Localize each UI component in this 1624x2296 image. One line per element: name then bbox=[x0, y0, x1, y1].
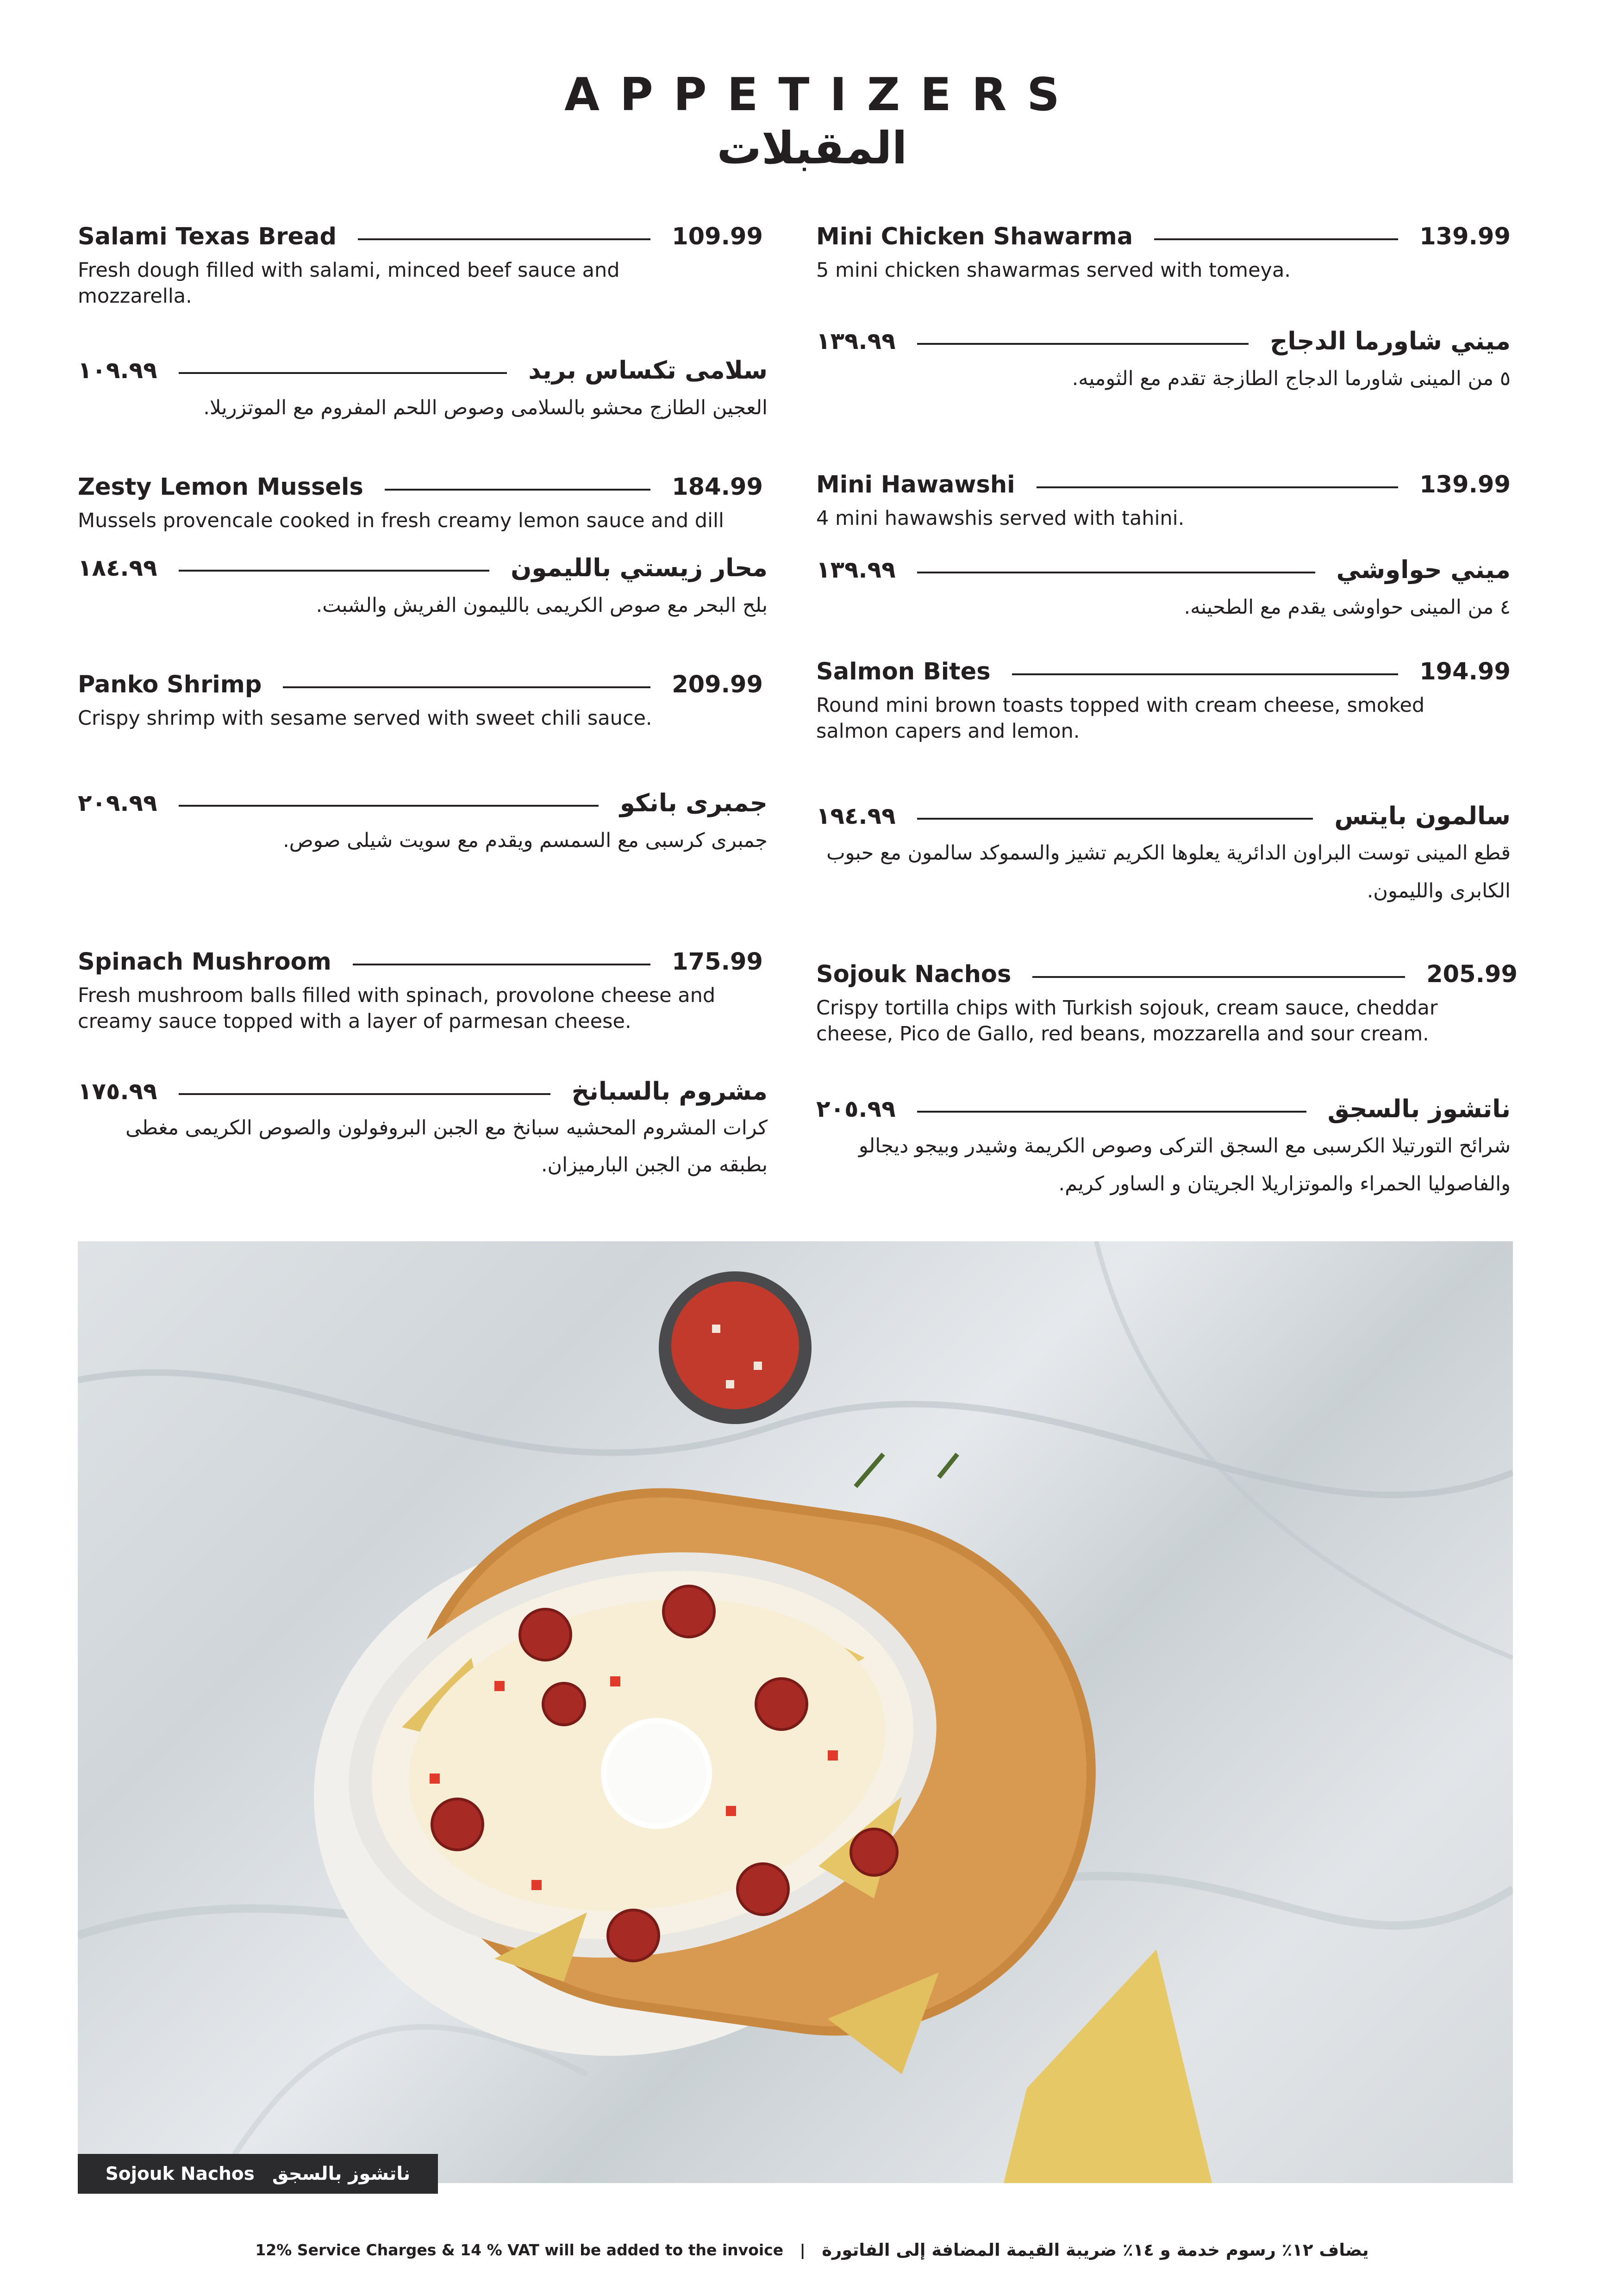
menu-item-salami-texas-bread bbox=[78, 220, 763, 309]
item-description: Round mini brown toasts topped with cream cheese, smoked salmon capers and lemon. bbox=[816, 694, 1425, 743]
item-description-arabic: جمبرى كرسبى مع السمسم ويقدم مع سويت شيلى صوص. bbox=[283, 829, 768, 852]
leader-line bbox=[917, 572, 1315, 573]
item-description-arabic: العجين الطازج محشو بالسلامى وصوص اللحم المفروم مع الموتزريلا. bbox=[203, 396, 768, 419]
item-price: 139.99 bbox=[1419, 223, 1511, 250]
menu-item-salmon-bites-arabic bbox=[816, 800, 1511, 910]
photo-caption-label: Sojouk Nachos bbox=[105, 2163, 255, 2184]
leader-line bbox=[179, 805, 599, 807]
leader-line bbox=[385, 489, 650, 491]
item-name-arabic: ميني حواوشي bbox=[1336, 555, 1511, 584]
item-name-arabic: محار زيستي بالليمون bbox=[511, 554, 768, 582]
item-price: 139.99 bbox=[1419, 471, 1511, 498]
menu-item-mini-chicken-shawarma-arabic bbox=[816, 325, 1511, 398]
leader-line bbox=[917, 818, 1313, 820]
item-name-arabic: سالمون بايتس bbox=[1334, 802, 1511, 830]
leader-line bbox=[179, 570, 490, 572]
menu-item-mini-hawawshi-arabic bbox=[816, 554, 1511, 627]
leader-line bbox=[1037, 486, 1399, 488]
leader-line bbox=[1032, 976, 1405, 978]
item-name-arabic: سلامى تكساس بريد bbox=[528, 356, 768, 385]
item-name-arabic: مشروم بالسبانخ bbox=[571, 1077, 768, 1106]
item-price: 209.99 bbox=[672, 671, 763, 698]
item-price: 184.99 bbox=[672, 473, 763, 501]
item-name: Mini Hawawshi bbox=[816, 471, 1015, 498]
item-description: 5 mini chicken shawarmas served with tomeya. bbox=[816, 259, 1291, 282]
leader-line bbox=[917, 1111, 1306, 1113]
menu-item-sojouk-nachos bbox=[816, 958, 1518, 1047]
item-name: Panko Shrimp bbox=[78, 671, 262, 698]
item-description-arabic: كرات المشروم المحشيه سبانخ مع الجبن البروفولون والصوص الكريمى مغطى بطبقه من الجبن البارميزان. bbox=[125, 1116, 768, 1176]
item-price-arabic: ٢٠٥.٩٩ bbox=[816, 1095, 896, 1122]
menu-item-sojouk-nachos-arabic bbox=[816, 1093, 1511, 1203]
leader-line bbox=[358, 238, 650, 240]
item-name: Spinach Mushroom bbox=[78, 948, 331, 976]
item-price-arabic: ١٨٤.٩٩ bbox=[78, 554, 157, 581]
item-description-arabic: قطع المينى توست البراون الدائرية يعلوها الكريم تشيز والسموكد سالمون مع حبوب الكابرى والليمون. bbox=[826, 841, 1511, 902]
photo-caption bbox=[78, 2154, 438, 2194]
item-price-arabic: ١٩٤.٩٩ bbox=[816, 803, 896, 829]
menu-item-salmon-bites bbox=[816, 655, 1511, 744]
item-price: 205.99 bbox=[1426, 960, 1518, 988]
item-price-arabic: ١٧٥.٩٩ bbox=[78, 1078, 157, 1105]
leader-line bbox=[283, 686, 650, 688]
item-name-arabic: جمبرى بانكو bbox=[619, 789, 768, 817]
item-name: Mini Chicken Shawarma bbox=[816, 223, 1133, 250]
menu-item-spinach-mushroom bbox=[78, 946, 763, 1034]
section-title: APPETIZERS bbox=[564, 68, 1080, 121]
sojouk-nachos-photo bbox=[78, 1241, 1513, 2183]
menu-item-mini-hawawshi bbox=[816, 468, 1511, 531]
menu-item-panko-shrimp-arabic bbox=[78, 787, 768, 860]
item-price-arabic: ١٣٩.٩٩ bbox=[816, 556, 896, 583]
service-charge-note-arabic: يضاف ١٢٪ رسوم خدمة و ١٤٪ ضريبة القيمة المضافة إلى الفاتورة bbox=[822, 2240, 1369, 2260]
menu-item-mini-chicken-shawarma bbox=[816, 220, 1511, 283]
menu-item-zesty-lemon-mussels-arabic bbox=[78, 552, 768, 625]
menu-item-salami-texas-bread-arabic bbox=[78, 354, 768, 427]
item-description-arabic: ٥ من المينى شاورما الدجاج الطازجة تقدم مع الثوميه. bbox=[1072, 367, 1511, 390]
item-name-arabic: ميني شاورما الدجاج bbox=[1270, 327, 1511, 355]
food-illustration bbox=[78, 1241, 1513, 2183]
item-description: Crispy shrimp with sesame served with sweet chili sauce. bbox=[78, 707, 652, 730]
item-name: Salmon Bites bbox=[816, 658, 991, 685]
service-charge-note: 12% Service Charges & 14 % VAT will be added to the invoice bbox=[255, 2241, 784, 2259]
item-price-arabic: ١٣٩.٩٩ bbox=[816, 328, 896, 355]
footer-note bbox=[0, 2240, 1624, 2260]
item-description: Fresh mushroom balls filled with spinach, provolone cheese and creamy sauce topped with a layer of parmesan cheese. bbox=[78, 984, 716, 1033]
item-name: Salami Texas Bread bbox=[78, 223, 337, 250]
menu-item-zesty-lemon-mussels bbox=[78, 471, 763, 534]
item-description-arabic: بلح البحر مع صوص الكريمى بالليمون الفريش والشبت. bbox=[316, 594, 768, 617]
item-description-arabic: شرائح التورتيلا الكرسبى مع السجق التركى وصوص الكريمة وشيدر وبيجو ديجالو والفاصوليا الحمراء والموتزاريلا الجريتان و الساور كريم. bbox=[858, 1134, 1511, 1195]
item-description: Crispy tortilla chips with Turkish sojouk, cream sauce, cheddar cheese, Pico de Gallo, red beans, mozzarella and sour cream. bbox=[816, 996, 1438, 1045]
item-price-arabic: ١٠٩.٩٩ bbox=[78, 357, 157, 384]
section-title-arabic: المقبلات bbox=[717, 122, 907, 174]
leader-line bbox=[1154, 238, 1398, 240]
item-name-arabic: ناتشوز بالسجق bbox=[1327, 1095, 1511, 1123]
item-description: Fresh dough filled with salami, minced beef sauce and mozzarella. bbox=[78, 259, 620, 308]
item-price-arabic: ٢٠٩.٩٩ bbox=[78, 790, 157, 816]
item-price: 109.99 bbox=[672, 223, 763, 250]
menu-item-spinach-mushroom-arabic bbox=[78, 1075, 768, 1183]
item-price: 194.99 bbox=[1419, 658, 1511, 685]
leader-line bbox=[179, 372, 507, 374]
leader-line bbox=[1012, 673, 1399, 675]
photo-caption-label-arabic: ناتشوز بالسجق bbox=[272, 2163, 411, 2184]
leader-line bbox=[353, 964, 650, 965]
leader-line bbox=[917, 343, 1249, 345]
item-description: 4 mini hawawshis served with tahini. bbox=[816, 507, 1185, 530]
menu-item-panko-shrimp bbox=[78, 668, 763, 731]
item-name: Zesty Lemon Mussels bbox=[78, 473, 363, 501]
leader-line bbox=[179, 1093, 550, 1095]
item-name: Sojouk Nachos bbox=[816, 960, 1012, 988]
footer-separator: | bbox=[800, 2241, 806, 2259]
item-description: Mussels provencale cooked in fresh creamy lemon sauce and dill bbox=[78, 509, 724, 532]
menu-header bbox=[0, 69, 1624, 176]
item-description-arabic: ٤ من المينى حواوشى يقدم مع الطحينه. bbox=[1184, 596, 1511, 619]
item-price: 175.99 bbox=[672, 948, 763, 976]
